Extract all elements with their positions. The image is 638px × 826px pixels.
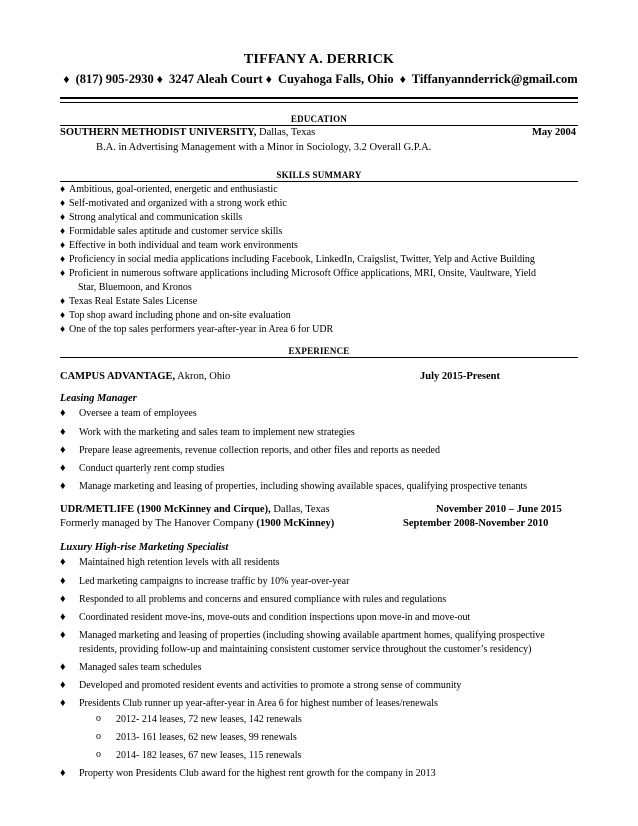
job2-bullet: Managed marketing and leasing of properties (including showing available apartment homes, qualifying prospective: [79, 630, 545, 641]
job2-formerly: Formerly managed by The Hanover Company: [60, 518, 257, 529]
job2-bullet: Responded to all problems and concerns and ensured compliance with rules and regulations: [79, 594, 447, 605]
skill-item: ♦ Effective in both individual and team work environments: [60, 240, 298, 251]
diamond-icon: ♦: [60, 593, 66, 605]
job1-location: Akron, Ohio: [175, 371, 231, 382]
diamond-icon: ♦: [60, 407, 66, 419]
job2-formerly-line: [60, 518, 334, 529]
education-title: EDUCATION: [290, 114, 348, 124]
diamond-icon: ♦: [60, 296, 66, 307]
education-date: May 2004: [531, 127, 576, 138]
diamond-icon: ♦: [60, 462, 66, 474]
job2-bullet: Led marketing campaigns to increase traffic by 10% year-over-year: [79, 576, 350, 587]
job2-bullet: Coordinated resident move-ins, move-outs and condition inspections upon move-in and move-out: [79, 612, 471, 623]
email[interactable]: Tiffanyannderrick@gmail.com: [411, 72, 578, 86]
diamond-icon: ♦: [60, 575, 66, 587]
job1-bullet: Oversee a team of employees: [79, 408, 197, 419]
diamond-icon: ♦: [60, 212, 66, 223]
job2-location: Dallas, Texas: [270, 504, 330, 515]
job2-bullet: Developed and promoted resident events and activities to promote a strong sense of community: [79, 680, 462, 691]
skill-item: ♦ Top shop award including phone and on-site evaluation: [60, 310, 291, 321]
diamond-icon: ♦: [60, 556, 66, 568]
job2-company: UDR/METLIFE (1900 McKinney and Cirque),: [60, 504, 271, 515]
diamond-icon: ♦: [60, 679, 66, 691]
diamond-icon: ♦: [265, 72, 272, 86]
diamond-icon: ♦: [63, 72, 70, 86]
job1-company-line: [60, 371, 230, 382]
degree: B.A. in Advertising Management with a Minor in Sociology, 3.2 Overall G.P.A.: [96, 142, 432, 153]
diamond-icon: ♦: [60, 198, 66, 209]
city: Cuyahoga Falls, Ohio: [277, 72, 394, 86]
resume-name: TIFFANY A. DERRICK: [243, 52, 395, 67]
diamond-icon: ♦: [60, 697, 66, 709]
school-location: Dallas, Texas: [256, 127, 316, 138]
diamond-icon: ♦: [60, 426, 66, 438]
skill-item: ♦ Formidable sales aptitude and customer service skills: [60, 226, 283, 237]
diamond-icon: ♦: [60, 480, 66, 492]
job2-subbullet: 2013- 161 leases, 62 new leases, 99 renewals: [116, 732, 297, 743]
contact-line: [0, 72, 638, 87]
diamond-icon: ♦: [60, 611, 66, 623]
skill-item: ♦ Texas Real Estate Sales License: [60, 296, 198, 307]
job1-role: Leasing Manager: [60, 393, 137, 404]
diamond-icon: ♦: [60, 240, 66, 251]
job2-bullet-continued: residents, providing follow-up and maintaining consistent customer service throughout the customer’s residency): [79, 644, 532, 655]
job1-bullet: Conduct quarterly rent comp studies: [79, 463, 225, 474]
diamond-icon: ♦: [60, 444, 66, 456]
education-school-line: [60, 127, 315, 138]
education-rule: [60, 125, 578, 126]
school-name: SOUTHERN METHODIST UNIVERSITY,: [60, 127, 257, 138]
skill-item: ♦ Proficient in numerous software applications including Microsoft Office applications, MRI, Onsite, Vaultware, Yield: [60, 268, 536, 279]
circle-bullet-icon: o: [96, 749, 101, 760]
job2-date2: September 2008-November 2010: [403, 518, 549, 529]
diamond-icon: ♦: [156, 72, 163, 86]
skills-rule: [60, 181, 578, 182]
diamond-icon: ♦: [60, 184, 66, 195]
header-rule: [60, 97, 578, 99]
job2-last-bullet: Property won Presidents Club award for the highest rent growth for the company in 2013: [79, 768, 436, 779]
job1-company: CAMPUS ADVANTAGE,: [60, 371, 176, 382]
job2-bullet: Maintained high retention levels with all residents: [79, 557, 280, 568]
job2-role: Luxury High-rise Marketing Specialist: [60, 542, 229, 553]
address: 3247 Aleah Court: [168, 72, 263, 86]
skills-title: SKILLS SUMMARY: [276, 170, 362, 180]
diamond-icon: ♦: [60, 629, 66, 641]
experience-title: EXPERIENCE: [288, 346, 350, 356]
diamond-icon: ♦: [60, 310, 66, 321]
job2-subbullet: 2014- 182 leases, 67 new leases, 115 renewals: [116, 750, 302, 761]
skill-item: ♦ Proficiency in social media applications including Facebook, LinkedIn, Craigslist, Twitter, Yelp and Active Building: [60, 254, 535, 265]
header-rule-thin: [60, 102, 578, 103]
job2-bullet: Managed sales team schedules: [79, 662, 202, 673]
diamond-icon: ♦: [60, 324, 66, 335]
diamond-icon: ♦: [60, 767, 66, 779]
job1-bullet: Work with the marketing and sales team to implement new strategies: [79, 427, 355, 438]
diamond-icon: ♦: [60, 661, 66, 673]
job2-subbullet: 2012- 214 leases, 72 new leases, 142 renewals: [116, 714, 302, 725]
circle-bullet-icon: o: [96, 713, 101, 724]
experience-rule: [60, 357, 578, 358]
job2-formerly-property: (1900 McKinney): [256, 518, 335, 529]
job1-bullet: Prepare lease agreements, revenue collection reports, and other files and reports as needed: [79, 445, 440, 456]
skill-item: ♦ Ambitious, goal-oriented, energetic and enthusiastic: [60, 184, 278, 195]
diamond-icon: ♦: [60, 254, 66, 265]
job1-date: July 2015-Present: [420, 371, 501, 382]
circle-bullet-icon: o: [96, 731, 101, 742]
diamond-icon: ♦: [399, 72, 406, 86]
job2-company-line: [60, 504, 330, 515]
job2-bullet: Presidents Club runner up year-after-year in Area 6 for highest number of leases/renewals: [79, 698, 438, 709]
job2-date: November 2010 – June 2015: [436, 504, 562, 515]
skill-item: ♦ One of the top sales performers year-after-year in Area 6 for UDR: [60, 324, 334, 335]
phone: (817) 905-2930: [75, 72, 154, 86]
diamond-icon: ♦: [60, 268, 66, 279]
skill-item: ♦ Self-motivated and organized with a strong work ethic: [60, 198, 287, 209]
diamond-icon: ♦: [60, 226, 66, 237]
job1-bullet: Manage marketing and leasing of properties, including showing available spaces, qualifying prospective tenants: [79, 481, 528, 492]
skill-item: ♦ Strong analytical and communication skills: [60, 212, 243, 223]
skill-item-continued: Star, Bluemoon, and Kronos: [78, 282, 192, 293]
